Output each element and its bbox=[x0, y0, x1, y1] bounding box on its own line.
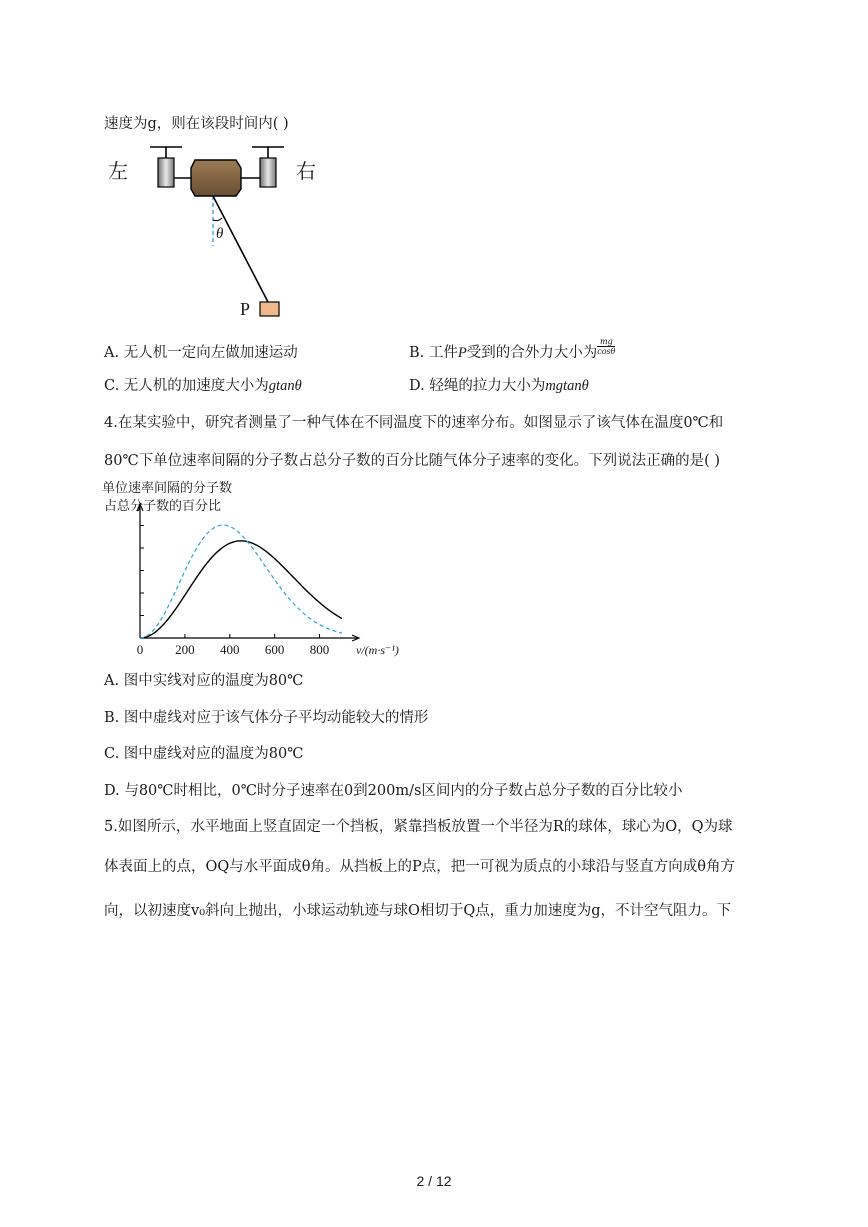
q3-option-b: B. 工件P受到的合外力大小为 $\frac{mg}{\cos\theta}$ bbox=[409, 336, 616, 361]
angle-theta-label: θ bbox=[216, 226, 224, 242]
chart-x-tick-label: 600 bbox=[264, 642, 285, 657]
chart-xlabel: v/(m·s⁻¹) bbox=[356, 643, 399, 657]
chart-x-tick-label: 0 bbox=[136, 642, 144, 657]
q3-option-a: A. 无人机一定向左做加速运动 bbox=[104, 345, 298, 361]
q3-option-c: C. 无人机的加速度大小为gtanθ bbox=[104, 378, 302, 394]
q5-stem-line3: 向，以初速度v₀斜向上抛出，小球运动轨迹与球O相切于Q点，重力加速度为g，不计空气阻力。下 bbox=[104, 903, 732, 919]
drone-right-label: 右 bbox=[296, 161, 316, 183]
drone-figure bbox=[100, 138, 340, 323]
q4-option-c: C. 图中虚线对应的温度为80℃ bbox=[104, 746, 304, 762]
block-p-label: P bbox=[240, 299, 251, 319]
q5-stem-line2: 体表面上的点，OQ与水平面成θ角。从挡板上的P点，把一可视为质点的小球沿与竖直方向成θ角方 bbox=[104, 859, 735, 875]
q4-option-d: D. 与80℃时相比，0℃时分子速率在0到200m/s区间内的分子数占总分子数的百分比较小 bbox=[104, 783, 683, 799]
q4-option-a: A. 图中实线对应的温度为80℃ bbox=[104, 673, 304, 689]
q4-option-b: B. 图中虚线对应于该气体分子平均动能较大的情形 bbox=[104, 710, 429, 726]
chart-x-tick-label: 400 bbox=[220, 642, 240, 657]
page-number: 2 / 12 bbox=[416, 1173, 452, 1189]
q4-stem-line2: 80℃下单位速率间隔的分子数占总分子数的百分比随气体分子速率的变化。下列说法正确的是( ) bbox=[104, 453, 721, 469]
fraction-mg-over-cos: $\frac{mg}{\cos\theta}$ bbox=[597, 336, 616, 356]
chart-series-solid bbox=[140, 541, 342, 638]
drone-left-label: 左 bbox=[108, 161, 128, 183]
q4-stem-line1: 4.在某实验中，研究者测量了一种气体在不同温度下的速率分布。如图显示了该气体在温度0℃和 bbox=[104, 415, 724, 431]
q5-stem-line1: 5.如图所示，水平地面上竖直固定一个挡板，紧靠挡板放置一个半径为R的球体，球心为O，Q为球 bbox=[104, 819, 733, 835]
chart-ylabel-line2: 占总分子数的百分比 bbox=[104, 498, 222, 513]
chart-x-tick-label: 200 bbox=[175, 642, 195, 657]
chart-ylabel-line1: 单位速率间隔的分子数 bbox=[102, 480, 233, 495]
q3-option-d: D. 轻绳的拉力大小为mgtanθ bbox=[409, 378, 589, 394]
chart-x-tick-label: 800 bbox=[309, 642, 330, 657]
speed-distribution-chart bbox=[100, 478, 420, 663]
chart-series-dashed bbox=[140, 525, 342, 638]
q3-stem-tail: 速度为g，则在该段时间内( ) bbox=[104, 116, 289, 132]
